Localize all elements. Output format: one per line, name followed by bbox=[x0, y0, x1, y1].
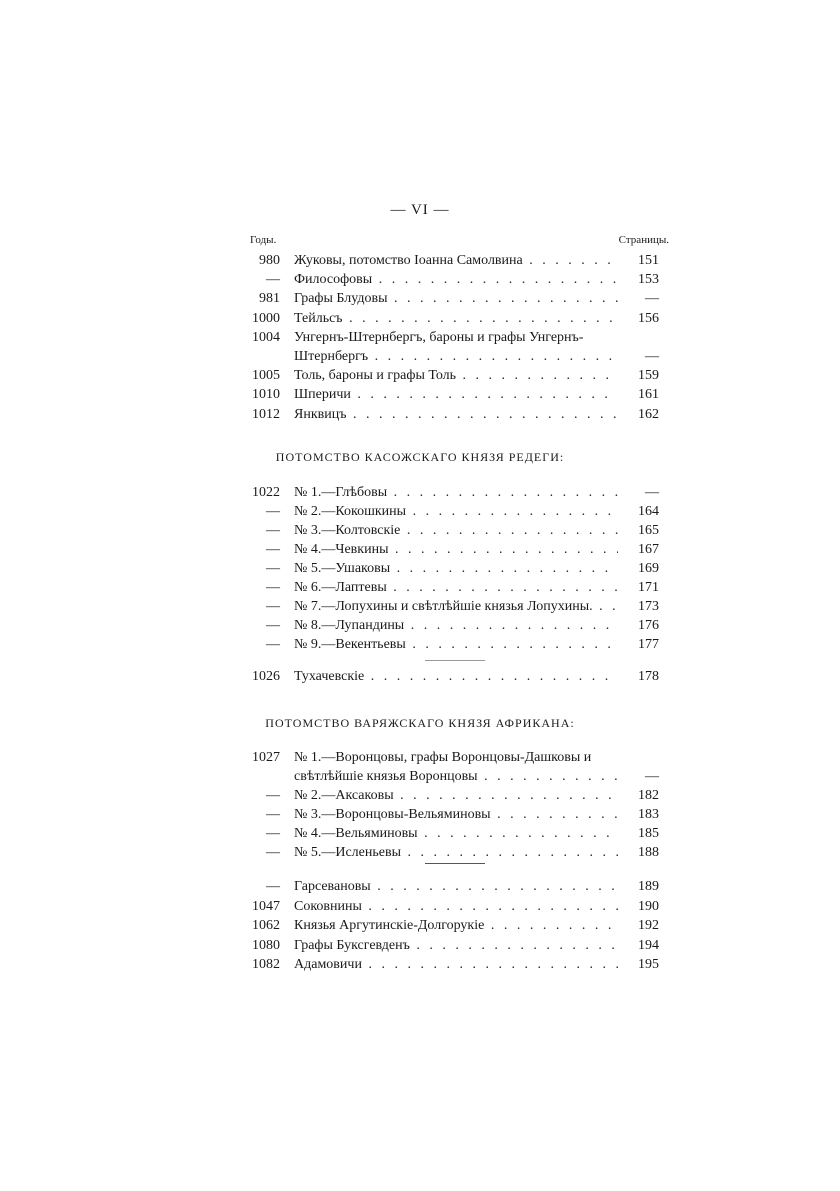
entry-year: 1047 bbox=[252, 898, 280, 914]
entry-title: № 5.—Исленьевы . . . bbox=[294, 842, 618, 864]
entry-page: 165 bbox=[638, 523, 659, 538]
entry-title: Адамовичи . . . bbox=[294, 954, 618, 976]
entry-page: 195 bbox=[638, 957, 659, 973]
entry-year: 1082 bbox=[252, 957, 280, 973]
entry-page: 190 bbox=[638, 898, 659, 914]
entry-year: 1080 bbox=[252, 937, 280, 953]
entry-year: — bbox=[266, 845, 280, 860]
entry-page: 192 bbox=[638, 918, 659, 934]
entry-title: Тейльсъ . . . bbox=[294, 308, 618, 330]
entry-title: Янквицъ . . . bbox=[294, 404, 618, 426]
entry-year: 1062 bbox=[252, 918, 280, 934]
entry-year: — bbox=[266, 618, 280, 633]
entry-year: — bbox=[266, 788, 280, 803]
entry-year: 1000 bbox=[252, 310, 280, 326]
entry-title: № 4.—Чевкины . . . bbox=[294, 539, 618, 561]
section-divider bbox=[425, 660, 485, 661]
entry-year: — bbox=[266, 599, 280, 614]
entry-year: — bbox=[266, 826, 280, 841]
entry-year: 1012 bbox=[252, 406, 280, 422]
pages-column-header: Страницы. bbox=[618, 234, 669, 246]
entry-year: — bbox=[266, 272, 280, 288]
entry-page: 164 bbox=[638, 504, 659, 519]
entry-year: — bbox=[266, 561, 280, 576]
years-column-header: Годы. bbox=[250, 234, 277, 246]
entry-page: 169 bbox=[638, 561, 659, 576]
entry-page: 173 bbox=[638, 599, 659, 614]
entry-page: 188 bbox=[638, 845, 659, 860]
entry-title: Шперичи . . . bbox=[294, 384, 618, 406]
entry-year: 1010 bbox=[252, 387, 280, 403]
entry-page: 167 bbox=[638, 542, 659, 557]
entry-title: Толь, бароны и графы Толь . . . bbox=[294, 365, 618, 387]
entry-title: № 4.—Вельяминовы . . . bbox=[294, 823, 618, 845]
entry-year: 981 bbox=[259, 291, 280, 307]
entry-title: № 2.—Кокошкины . . . bbox=[294, 501, 618, 523]
entry-page: 176 bbox=[638, 618, 659, 633]
entry-page: 156 bbox=[638, 310, 659, 326]
entry-title: Соковнины . . . bbox=[294, 896, 618, 918]
entry-title: № 6.—Лаптевы . . . bbox=[294, 577, 618, 599]
entry-year: — bbox=[266, 637, 280, 652]
entry-page: 185 bbox=[638, 826, 659, 841]
toc-entry bbox=[0, 842, 840, 864]
entry-title: Унгернъ-Штернбергъ, бароны и графы Унгернъ- bbox=[294, 329, 584, 345]
entry-year: — bbox=[266, 523, 280, 538]
entry-title: Философовы . . . bbox=[294, 269, 618, 291]
entry-year: — bbox=[266, 542, 280, 557]
entry-title: № 8.—Лупандины . . . bbox=[294, 615, 618, 637]
entry-year: — bbox=[266, 580, 280, 595]
entry-year: — bbox=[266, 504, 280, 519]
entry-year: — bbox=[266, 807, 280, 822]
entry-title: Графы Блудовы . . . bbox=[294, 288, 618, 310]
entry-title: Штернбергъ . . . bbox=[294, 346, 618, 368]
entry-page: 161 bbox=[638, 387, 659, 403]
entry-title: свѣтлѣйшіе князья Воронцовы . . . bbox=[294, 766, 618, 788]
toc-entry bbox=[0, 666, 840, 688]
entry-title: Графы Буксгевденъ . . . bbox=[294, 935, 618, 957]
entry-title: Тухачевскіе . . . bbox=[294, 666, 618, 688]
entry-page: 189 bbox=[638, 879, 659, 894]
entry-year: 1005 bbox=[252, 368, 280, 384]
entry-title: № 9.—Векентьевы . . . bbox=[294, 634, 618, 656]
entry-page: 178 bbox=[638, 669, 659, 684]
entry-page: 162 bbox=[638, 406, 659, 422]
entry-page: 182 bbox=[638, 788, 659, 803]
entry-page: — bbox=[645, 291, 659, 307]
entry-page: 159 bbox=[638, 368, 659, 384]
entry-title: № 3.—Колтовскіе . . . bbox=[294, 520, 618, 542]
section-title-redegi: ПОТОМСТВО КАСОЖСКАГО КНЯЗЯ РЕДЕГИ: bbox=[275, 450, 565, 464]
entry-year: 1022 bbox=[252, 485, 280, 500]
entry-title: Жуковы, потомство Іоанна Самолвина . . . bbox=[294, 250, 618, 272]
entry-page: — bbox=[645, 485, 659, 500]
entry-title: № 1.—Глѣбовы . . . bbox=[294, 482, 618, 504]
section-title-afrikan: ПОТОМСТВО ВАРЯЖСКАГО КНЯЗЯ АФРИКАНА: bbox=[265, 716, 575, 730]
entry-page: 171 bbox=[638, 580, 659, 595]
entry-title: № 7.—Лопухины и свѣтлѣйшіе князья Лопухины. . . . bbox=[294, 596, 618, 618]
entry-year: 1027 bbox=[252, 750, 280, 765]
entry-title: № 5.—Ушаковы . . . bbox=[294, 558, 618, 580]
entry-title: Гарсевановы . . . bbox=[294, 876, 618, 898]
entry-year: 980 bbox=[259, 253, 280, 268]
entry-year: 1026 bbox=[252, 669, 280, 684]
entry-year: 1004 bbox=[252, 329, 280, 345]
entry-page: 153 bbox=[638, 272, 659, 288]
page-number: — VI — bbox=[390, 202, 450, 218]
toc-entry bbox=[0, 954, 840, 976]
entry-title: № 1.—Воронцовы, графы Воронцовы-Дашковы и bbox=[294, 750, 592, 765]
entry-page: 194 bbox=[638, 937, 659, 953]
entry-title: № 2.—Аксаковы . . . bbox=[294, 785, 618, 807]
entry-page: 151 bbox=[638, 253, 659, 268]
section-divider bbox=[425, 863, 485, 864]
entry-year: — bbox=[266, 879, 280, 894]
toc-entry bbox=[0, 404, 840, 426]
entry-page: — bbox=[645, 349, 659, 364]
entry-page: 183 bbox=[638, 807, 659, 822]
toc-entry bbox=[0, 634, 840, 656]
entry-title: Князья Аргутинскіе-Долгорукіе . . . bbox=[294, 915, 618, 937]
entry-page: — bbox=[645, 769, 659, 784]
entry-title: № 3.—Воронцовы-Вельяминовы . . . bbox=[294, 804, 618, 826]
entry-page: 177 bbox=[638, 637, 659, 652]
